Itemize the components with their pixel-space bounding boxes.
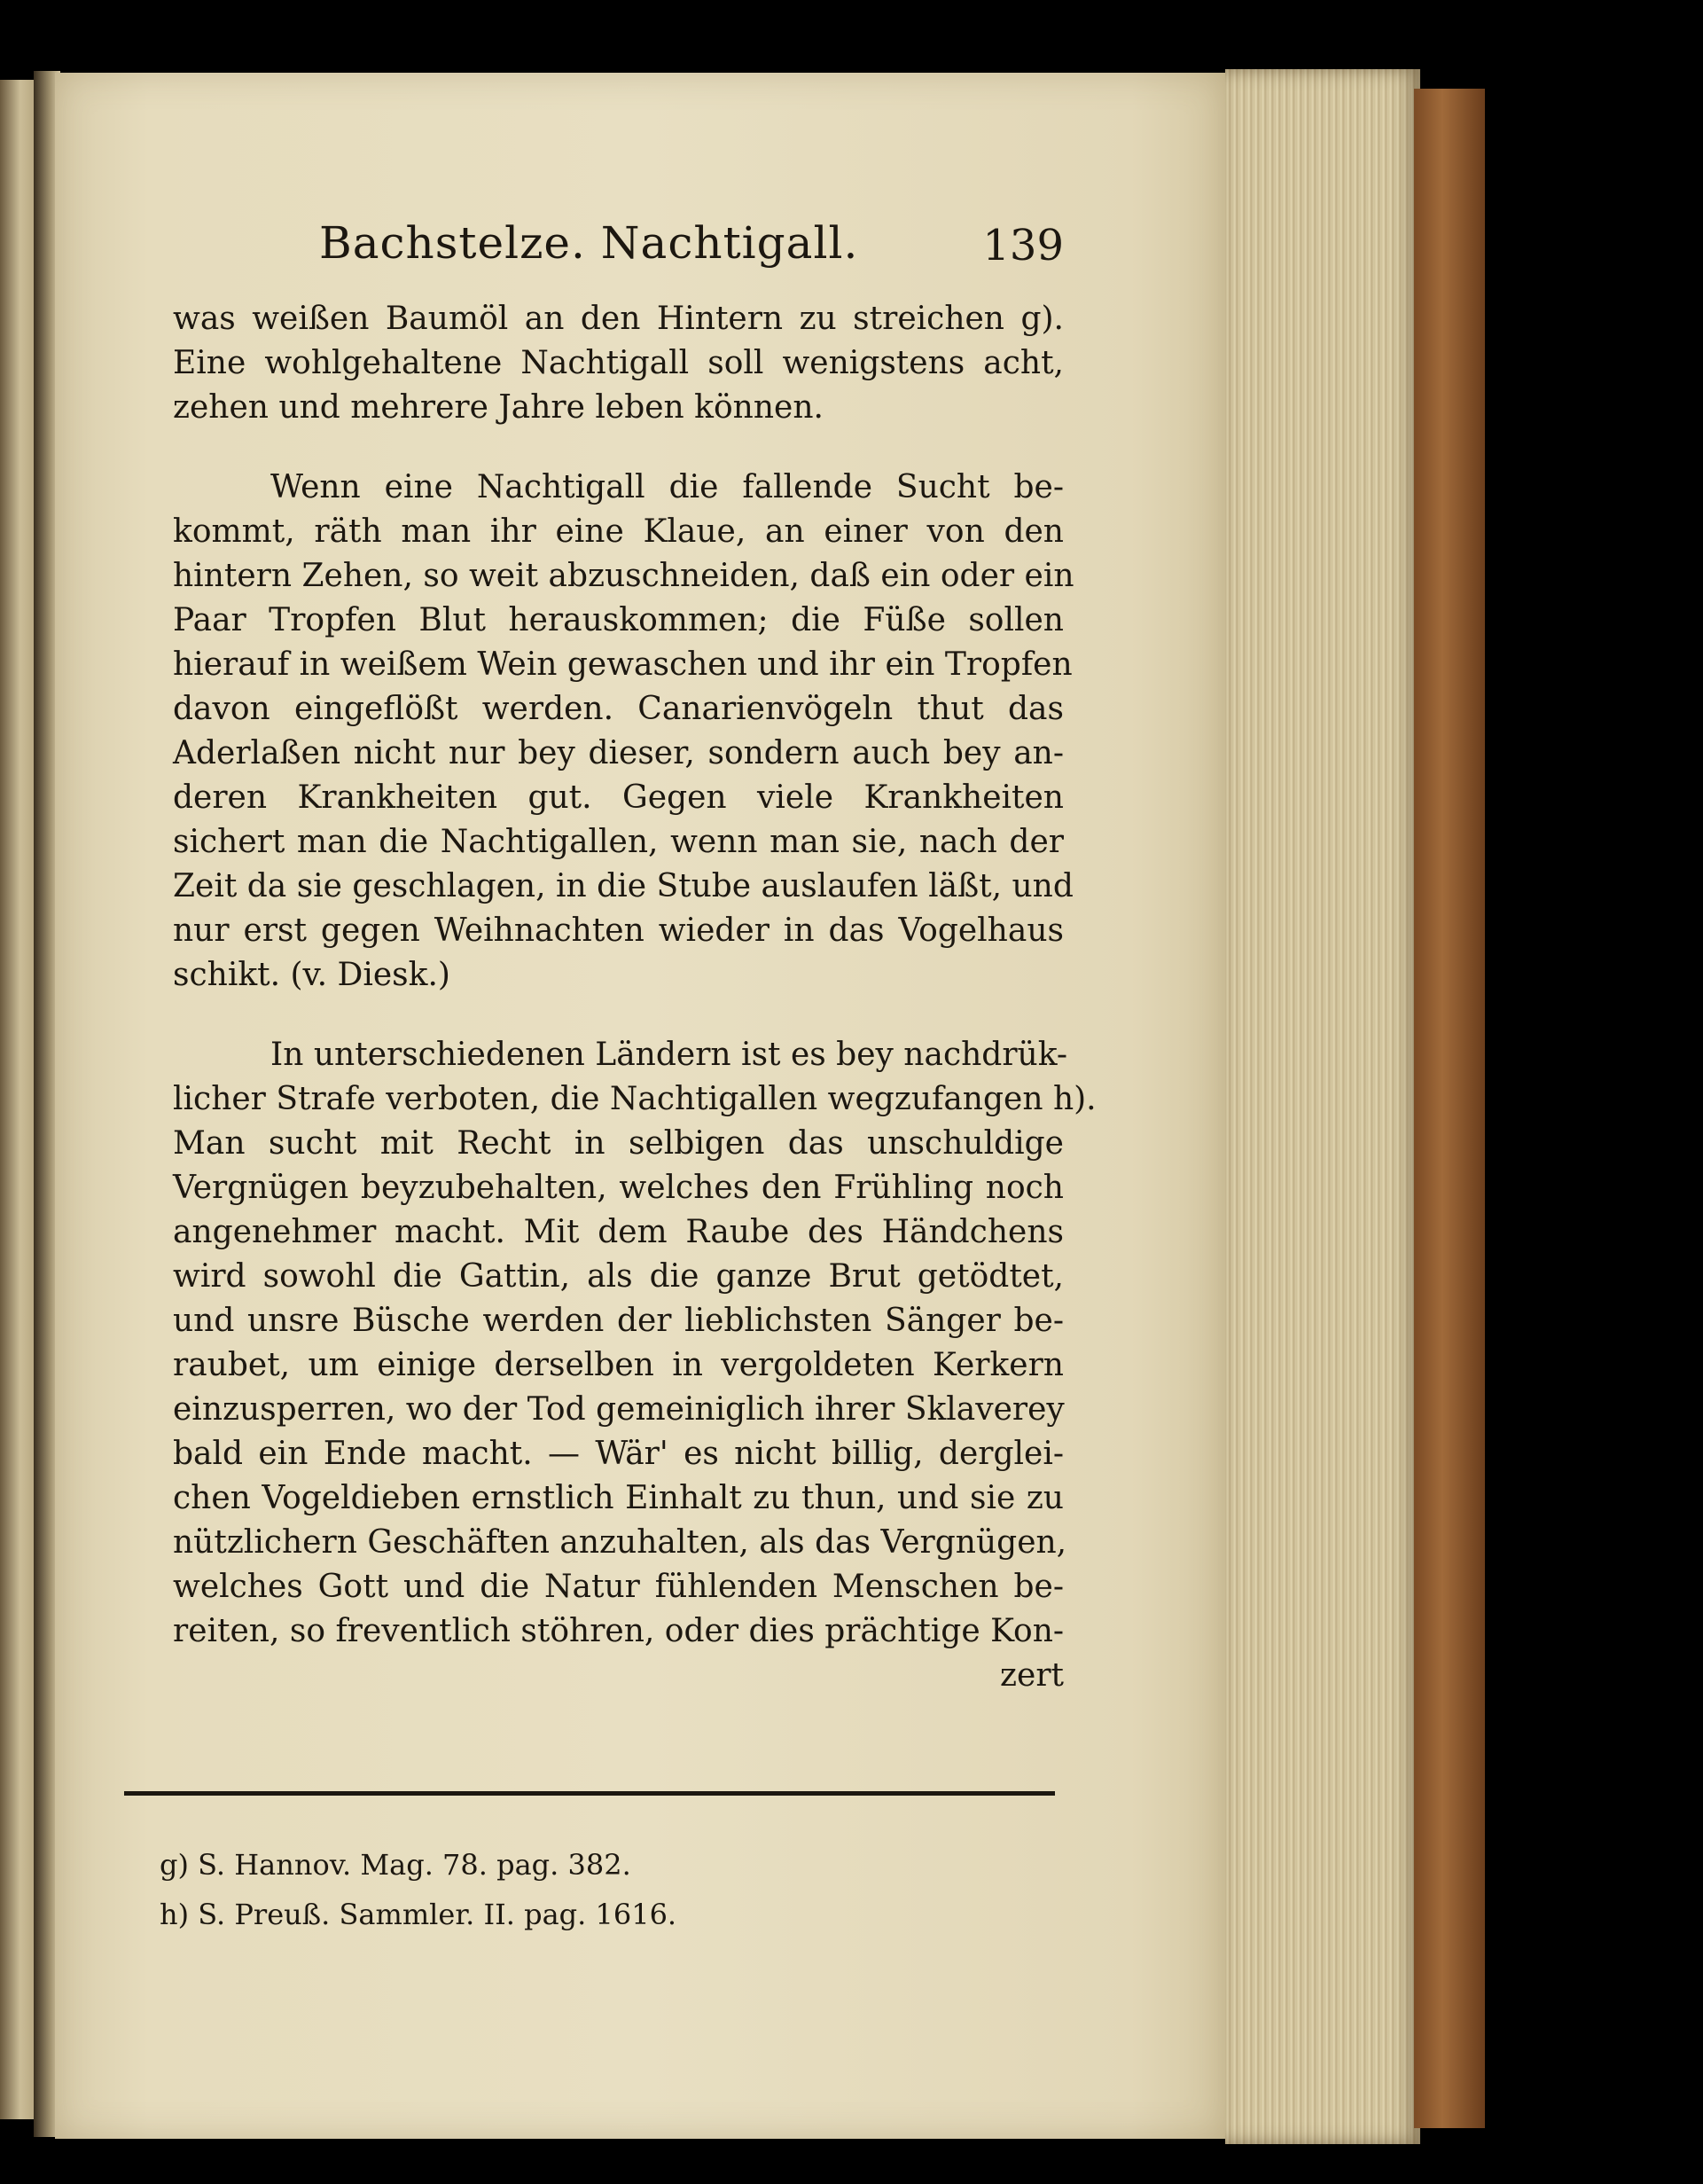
text-line: kommt, räth man ihr eine Klaue, an einer von den	[173, 513, 1064, 550]
facing-page-edge	[0, 80, 34, 2119]
text-line: Zeit da sie geschlagen, in die Stube auslaufen läßt, und	[173, 868, 1074, 904]
footnote-rule	[124, 1791, 1055, 1796]
text-line: reiten, so freventlich stöhren, oder dies prächtige Kon-	[173, 1613, 1065, 1649]
footnotes	[160, 1840, 957, 1939]
text-line: Man sucht mit Recht in selbigen das unschuldige	[173, 1125, 1064, 1162]
body-text	[173, 297, 1097, 1654]
footnote-g: g) S. Hannov. Mag. 78. pag. 382.	[160, 1848, 631, 1882]
text-line: hierauf in weißem Wein gewaschen und ihr ein Tropfen	[173, 646, 1073, 683]
text-line: Wenn eine Nachtigall die fallende Sucht be-	[270, 469, 1064, 505]
text-line: hintern Zehen, so weit abzuschneiden, daß ein oder ein	[173, 558, 1074, 594]
text-line: zehen und mehrere Jahre leben können.	[173, 389, 824, 426]
paragraph-gap	[173, 430, 1064, 466]
text-line: einzusperren, wo der Tod gemeiniglich ihrer Sklaverey	[173, 1391, 1065, 1428]
text-line: Eine wohlgehaltene Nachtigall soll wenigstens acht,	[173, 345, 1064, 381]
text-line: nützlichern Geschäften anzuhalten, als das Vergnügen,	[173, 1524, 1067, 1561]
text-line: chen Vogeldieben ernstlich Einhalt zu thun, und sie zu	[173, 1480, 1064, 1516]
text-line: deren Krankheiten gut. Gegen viele Krankheiten	[173, 779, 1064, 816]
paragraph	[173, 297, 1064, 430]
text-line: wird sowohl die Gattin, als die ganze Brut getödtet,	[173, 1258, 1064, 1295]
paragraph	[173, 1033, 1097, 1654]
text-line: sichert man die Nachtigallen, wenn man sie, nach der	[173, 824, 1064, 860]
text-line: welches Gott und die Natur fühlenden Menschen be-	[173, 1569, 1064, 1605]
text-line: und unsre Büsche werden der lieblichsten Sänger be-	[173, 1303, 1064, 1339]
text-line: bald ein Ende macht. — Wär' es nicht billig, derglei-	[173, 1436, 1064, 1472]
text-line: nur erst gegen Weihnachten wieder in das Vogelhaus	[173, 912, 1064, 949]
running-head	[173, 217, 1064, 297]
book-cover-edge	[1414, 89, 1485, 2128]
paragraph	[173, 466, 1074, 998]
text-line: Aderlaßen nicht nur bey dieser, sondern auch bey an-	[173, 735, 1064, 771]
text-line: schikt. (v. Diesk.)	[173, 957, 450, 993]
catchword: zert	[1000, 1657, 1064, 1694]
paragraph-gap	[173, 998, 1064, 1033]
text-line: raubet, um einige derselben in vergoldeten Kerkern	[173, 1347, 1064, 1383]
footnote-h: h) S. Preuß. Sammler. II. pag. 1616.	[160, 1898, 677, 1931]
text-line: Vergnügen beyzubehalten, welches den Frühling noch	[173, 1170, 1064, 1206]
text-line: Paar Tropfen Blut herauskommen; die Füße sollen	[173, 602, 1064, 638]
running-head-title: Bachstelze. Nachtigall.	[319, 217, 859, 269]
text-line: davon eingeflößt werden. Canarienvögeln thut das	[173, 691, 1064, 727]
text-line: was weißen Baumöl an den Hintern zu streichen g).	[173, 301, 1064, 337]
text-line: angenehmer macht. Mit dem Raube des Händchens	[173, 1214, 1064, 1250]
text-line: licher Strafe verboten, die Nachtigallen wegzufangen h).	[173, 1081, 1097, 1117]
page-text	[173, 217, 1097, 1698]
text-line: In unterschiedenen Ländern ist es bey nachdrük-	[270, 1037, 1068, 1073]
page-block-edge	[1225, 69, 1420, 2144]
page-number: 139	[982, 221, 1064, 270]
